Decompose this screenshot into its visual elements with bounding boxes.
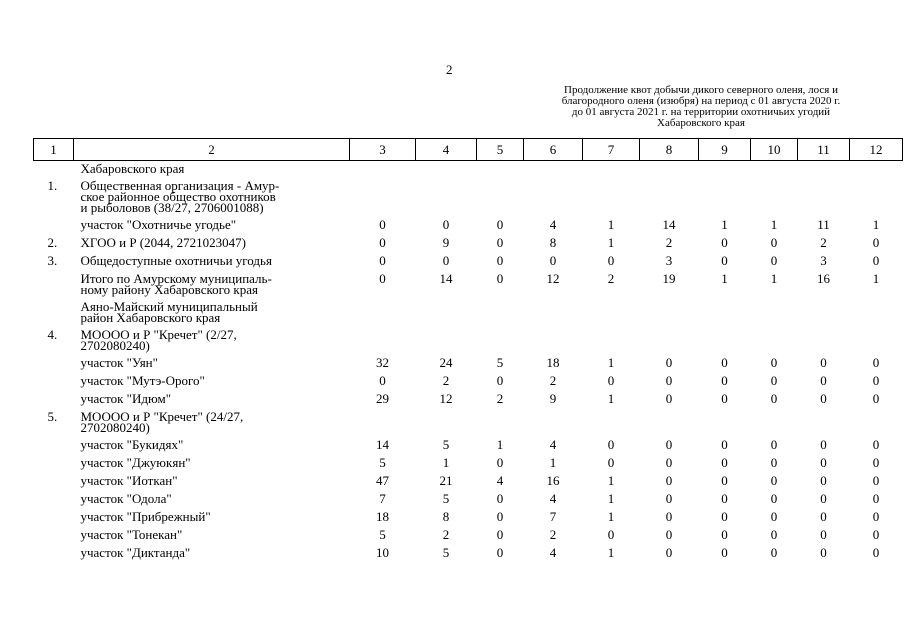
value-cell: 0 <box>820 355 827 370</box>
value-cell <box>350 178 416 217</box>
table-row <box>34 409 903 437</box>
value-cell <box>416 409 477 437</box>
value-cell: 5 <box>379 527 386 542</box>
table-row <box>34 373 903 391</box>
value-cell: 2 <box>442 527 450 542</box>
value-cell: 2 <box>549 527 557 542</box>
value-cell: 1 <box>770 271 778 286</box>
row-name-line: участок "Охотничье угодье" <box>80 217 237 232</box>
value-cell: 0 <box>496 545 504 560</box>
value-cell <box>350 409 416 437</box>
value-cell: 1 <box>721 217 728 232</box>
value-cell <box>350 161 416 179</box>
value-cell: 0 <box>496 491 504 506</box>
value-cell <box>524 161 583 179</box>
col-header: 8 <box>640 139 699 161</box>
row-number: 5. <box>47 409 58 424</box>
value-cell: 0 <box>665 527 673 542</box>
value-cell: 0 <box>872 373 880 388</box>
value-cell: 0 <box>770 355 778 370</box>
value-cell <box>477 327 524 355</box>
value-cell <box>477 299 524 327</box>
value-cell: 0 <box>770 455 778 470</box>
caption-line: Продолжение квот добычи дикого северного оленя, лося и <box>564 84 838 96</box>
value-cell: 0 <box>820 527 827 542</box>
value-cell: 0 <box>872 437 880 452</box>
value-cell <box>477 409 524 437</box>
value-cell: 1 <box>607 355 615 370</box>
value-cell <box>798 178 850 217</box>
value-cell: 0 <box>665 455 673 470</box>
value-cell: 7 <box>379 491 386 506</box>
row-name-line: Общественная организация - Амур- <box>80 178 280 193</box>
table-row <box>34 391 903 409</box>
value-cell <box>850 161 903 179</box>
table-row <box>34 271 903 299</box>
value-cell <box>850 178 903 217</box>
row-name-line: 2702080240) <box>80 420 150 435</box>
table-row <box>34 455 903 473</box>
header-row <box>34 139 903 161</box>
row-number: 2. <box>47 235 58 250</box>
value-cell: 0 <box>872 355 880 370</box>
row-name-line: и рыболовов (38/27, 2706001088) <box>80 200 264 215</box>
value-cell: 5 <box>442 545 450 560</box>
row-number <box>34 271 74 299</box>
row-name <box>74 217 350 235</box>
value-cell: 0 <box>872 253 880 268</box>
value-cell <box>798 327 850 355</box>
value-cell: 14 <box>439 271 453 286</box>
table-row <box>34 509 903 527</box>
value-cell: 0 <box>496 253 504 268</box>
table-row <box>34 473 903 491</box>
value-cell: 0 <box>379 217 386 232</box>
value-cell <box>583 161 640 179</box>
value-cell <box>416 178 477 217</box>
table-row <box>34 235 903 253</box>
value-cell: 1 <box>607 509 615 524</box>
row-name <box>74 455 350 473</box>
row-number <box>34 217 74 235</box>
value-cell: 0 <box>872 509 880 524</box>
value-cell: 0 <box>820 545 827 560</box>
row-number <box>34 391 74 409</box>
col-header: 10 <box>751 139 798 161</box>
value-cell: 11 <box>817 217 830 232</box>
row-name-line: МОООО и Р "Кречет" (24/27, <box>80 409 244 424</box>
table-row <box>34 161 903 179</box>
value-cell: 9 <box>442 235 450 250</box>
row-name-line: участок "Диктанда" <box>80 545 191 560</box>
value-cell: 0 <box>770 373 778 388</box>
value-cell: 0 <box>770 491 778 506</box>
row-name <box>74 355 350 373</box>
value-cell <box>583 299 640 327</box>
value-cell <box>640 161 699 179</box>
value-cell <box>850 299 903 327</box>
value-cell: 0 <box>379 373 386 388</box>
value-cell: 0 <box>496 271 504 286</box>
value-cell: 0 <box>665 491 673 506</box>
value-cell: 3 <box>820 253 827 268</box>
row-number: 4. <box>47 327 58 342</box>
value-cell <box>350 299 416 327</box>
value-cell: 0 <box>721 235 728 250</box>
value-cell <box>350 327 416 355</box>
row-name-line: участок "Уян" <box>80 355 158 370</box>
value-cell <box>699 161 751 179</box>
value-cell: 0 <box>872 545 880 560</box>
table-row <box>34 437 903 455</box>
table-row <box>34 299 903 327</box>
value-cell: 0 <box>496 373 504 388</box>
value-cell: 4 <box>549 217 557 232</box>
value-cell: 3 <box>665 253 673 268</box>
value-cell: 0 <box>496 235 504 250</box>
value-cell: 1 <box>721 271 728 286</box>
value-cell: 0 <box>721 355 728 370</box>
value-cell: 0 <box>607 253 615 268</box>
value-cell: 0 <box>496 509 504 524</box>
value-cell: 5 <box>442 437 450 452</box>
table-row <box>34 527 903 545</box>
row-name-line: участок "Мутэ-Орого" <box>80 373 205 388</box>
value-cell: 0 <box>770 391 778 406</box>
row-name <box>74 327 350 355</box>
row-name-line: участок "Тонекан" <box>80 527 183 542</box>
table-row <box>34 327 903 355</box>
row-number <box>34 527 74 545</box>
value-cell: 1 <box>607 235 615 250</box>
value-cell <box>699 409 751 437</box>
row-name-line: участок "Букидях" <box>80 437 184 452</box>
row-name-line: Общедоступные охотничьи угодья <box>80 253 272 268</box>
value-cell: 0 <box>607 437 615 452</box>
value-cell: 0 <box>820 373 827 388</box>
row-name <box>74 437 350 455</box>
table-body <box>34 161 903 564</box>
row-name-line: 2702080240) <box>80 338 150 353</box>
value-cell: 1 <box>607 491 615 506</box>
value-cell <box>699 327 751 355</box>
value-cell <box>524 178 583 217</box>
value-cell <box>699 178 751 217</box>
value-cell: 24 <box>439 355 453 370</box>
value-cell: 7 <box>549 509 557 524</box>
value-cell: 0 <box>721 473 728 488</box>
value-cell: 14 <box>662 217 676 232</box>
value-cell: 0 <box>379 271 386 286</box>
row-name <box>74 409 350 437</box>
value-cell: 18 <box>546 355 560 370</box>
row-name-line: участок "Идюм" <box>80 391 172 406</box>
value-cell: 0 <box>665 545 673 560</box>
value-cell: 0 <box>549 253 557 268</box>
value-cell <box>477 161 524 179</box>
value-cell: 29 <box>376 391 389 406</box>
value-cell: 0 <box>872 473 880 488</box>
row-name-line: Аяно-Майский муниципальный <box>80 299 258 314</box>
col-header: 12 <box>850 139 903 161</box>
value-cell: 0 <box>820 473 827 488</box>
value-cell: 0 <box>665 373 673 388</box>
row-name-line: участок "Одола" <box>80 491 172 506</box>
row-name <box>74 253 350 271</box>
value-cell: 0 <box>496 217 504 232</box>
value-cell: 0 <box>770 545 778 560</box>
value-cell: 0 <box>496 455 504 470</box>
table-caption <box>536 85 866 129</box>
col-header: 1 <box>34 139 74 161</box>
value-cell: 0 <box>721 455 728 470</box>
caption-line: благородного оленя (изюбря) на период с 01 августа 2020 г. <box>561 95 841 107</box>
value-cell: 1 <box>549 455 557 470</box>
table-row <box>34 253 903 271</box>
value-cell: 1 <box>607 545 615 560</box>
value-cell: 2 <box>665 235 673 250</box>
value-cell <box>640 409 699 437</box>
value-cell: 9 <box>549 391 557 406</box>
value-cell: 18 <box>376 509 389 524</box>
value-cell: 0 <box>665 437 673 452</box>
value-cell: 0 <box>770 527 778 542</box>
value-cell: 0 <box>770 509 778 524</box>
value-cell: 32 <box>376 355 389 370</box>
row-name <box>74 235 350 253</box>
row-number <box>34 455 74 473</box>
value-cell <box>640 327 699 355</box>
value-cell <box>798 161 850 179</box>
caption-line: до 01 августа 2021 г. на территории охотничьих угодий <box>571 106 831 118</box>
value-cell: 0 <box>379 253 386 268</box>
value-cell: 0 <box>820 509 827 524</box>
value-cell: 0 <box>721 373 728 388</box>
caption-line: Хабаровского края <box>657 117 745 129</box>
value-cell: 0 <box>820 455 827 470</box>
row-name-line: ному району Хабаровского края <box>80 282 258 297</box>
value-cell: 0 <box>820 491 827 506</box>
row-number <box>34 437 74 455</box>
value-cell: 2 <box>820 235 827 250</box>
value-cell <box>583 178 640 217</box>
value-cell: 16 <box>546 473 560 488</box>
value-cell <box>850 327 903 355</box>
quota-table <box>33 138 903 563</box>
value-cell <box>751 327 798 355</box>
col-header: 5 <box>477 139 524 161</box>
value-cell <box>583 327 640 355</box>
value-cell <box>798 409 850 437</box>
row-name-line: участок "Джуюкян" <box>80 455 191 470</box>
col-header: 11 <box>798 139 850 161</box>
value-cell: 1 <box>607 217 615 232</box>
value-cell: 1 <box>872 217 880 232</box>
value-cell: 5 <box>379 455 386 470</box>
value-cell: 1 <box>770 217 778 232</box>
row-name <box>74 491 350 509</box>
value-cell <box>524 327 583 355</box>
value-cell: 0 <box>872 235 880 250</box>
row-name-line: район Хабаровского края <box>80 310 221 325</box>
row-number <box>34 355 74 373</box>
value-cell: 0 <box>721 437 728 452</box>
value-cell: 0 <box>872 527 880 542</box>
row-name <box>74 178 350 217</box>
value-cell: 0 <box>721 527 728 542</box>
value-cell: 2 <box>496 391 504 406</box>
value-cell <box>751 299 798 327</box>
value-cell: 4 <box>496 473 504 488</box>
table-row <box>34 178 903 217</box>
value-cell <box>416 299 477 327</box>
value-cell: 0 <box>721 391 728 406</box>
value-cell: 0 <box>721 545 728 560</box>
value-cell: 0 <box>820 391 827 406</box>
value-cell: 0 <box>721 509 728 524</box>
value-cell: 0 <box>770 253 778 268</box>
row-name-line: МОООО и Р "Кречет" (2/27, <box>80 327 237 342</box>
value-cell: 0 <box>442 253 450 268</box>
value-cell: 1 <box>607 391 615 406</box>
row-name-line: Хабаровского края <box>80 161 185 176</box>
value-cell <box>416 327 477 355</box>
value-cell <box>524 299 583 327</box>
row-name <box>74 373 350 391</box>
value-cell: 0 <box>665 509 673 524</box>
row-number <box>34 473 74 491</box>
value-cell <box>477 178 524 217</box>
value-cell: 8 <box>442 509 450 524</box>
value-cell: 4 <box>549 545 557 560</box>
value-cell: 2 <box>549 373 557 388</box>
row-name-line: ХГОО и Р (2044, 2721023047) <box>80 235 246 250</box>
row-name <box>74 299 350 327</box>
value-cell: 19 <box>662 271 676 286</box>
row-number <box>34 491 74 509</box>
value-cell <box>699 299 751 327</box>
value-cell: 0 <box>665 355 673 370</box>
value-cell: 0 <box>721 491 728 506</box>
row-name <box>74 271 350 299</box>
row-name-line: Итого по Амурскому муниципаль- <box>80 271 272 286</box>
value-cell: 0 <box>770 473 778 488</box>
col-header: 2 <box>74 139 350 161</box>
value-cell: 1 <box>872 271 880 286</box>
value-cell <box>751 161 798 179</box>
row-number <box>34 545 74 563</box>
value-cell: 21 <box>439 473 453 488</box>
row-name <box>74 545 350 563</box>
value-cell <box>798 299 850 327</box>
value-cell: 0 <box>872 491 880 506</box>
row-number <box>34 161 74 179</box>
value-cell: 4 <box>549 437 557 452</box>
value-cell: 10 <box>376 545 389 560</box>
row-name <box>74 161 350 179</box>
value-cell: 0 <box>607 455 615 470</box>
value-cell: 0 <box>665 391 673 406</box>
value-cell <box>850 409 903 437</box>
value-cell: 0 <box>607 373 615 388</box>
row-number: 1. <box>47 178 58 193</box>
value-cell: 2 <box>442 373 450 388</box>
value-cell <box>416 161 477 179</box>
table-row <box>34 545 903 563</box>
value-cell: 2 <box>607 271 615 286</box>
value-cell: 8 <box>549 235 557 250</box>
value-cell: 4 <box>549 491 557 506</box>
row-number <box>34 509 74 527</box>
row-name <box>74 527 350 545</box>
value-cell: 14 <box>376 437 389 452</box>
col-header: 7 <box>583 139 640 161</box>
value-cell: 0 <box>820 437 827 452</box>
value-cell: 1 <box>607 473 615 488</box>
value-cell: 0 <box>379 235 386 250</box>
value-cell: 1 <box>496 437 504 452</box>
table-row <box>34 355 903 373</box>
row-name-line: участок "Прибрежный" <box>80 509 211 524</box>
col-header: 9 <box>699 139 751 161</box>
table-row <box>34 491 903 509</box>
value-cell: 0 <box>872 455 880 470</box>
value-cell: 5 <box>442 491 450 506</box>
value-cell: 12 <box>439 391 453 406</box>
row-name <box>74 509 350 527</box>
value-cell <box>524 409 583 437</box>
col-header: 6 <box>524 139 583 161</box>
value-cell: 16 <box>817 271 830 286</box>
value-cell: 0 <box>607 527 615 542</box>
value-cell: 47 <box>376 473 389 488</box>
value-cell: 0 <box>721 253 728 268</box>
value-cell: 0 <box>442 217 450 232</box>
value-cell: 0 <box>496 527 504 542</box>
row-number <box>34 373 74 391</box>
value-cell: 1 <box>442 455 450 470</box>
value-cell <box>751 409 798 437</box>
row-name <box>74 391 350 409</box>
table-row <box>34 217 903 235</box>
col-header: 3 <box>350 139 416 161</box>
value-cell: 0 <box>872 391 880 406</box>
value-cell: 0 <box>665 473 673 488</box>
value-cell <box>583 409 640 437</box>
value-cell <box>640 299 699 327</box>
value-cell <box>751 178 798 217</box>
value-cell: 5 <box>496 355 504 370</box>
row-name-line: ское районное общество охотников <box>80 189 276 204</box>
value-cell: 12 <box>546 271 560 286</box>
value-cell: 0 <box>770 437 778 452</box>
row-number: 3. <box>47 253 58 268</box>
col-header: 4 <box>416 139 477 161</box>
row-number <box>34 299 74 327</box>
row-name <box>74 473 350 491</box>
row-name-line: участок "Иоткан" <box>80 473 178 488</box>
page-number: 2 <box>446 62 453 77</box>
value-cell <box>640 178 699 217</box>
value-cell: 0 <box>770 235 778 250</box>
